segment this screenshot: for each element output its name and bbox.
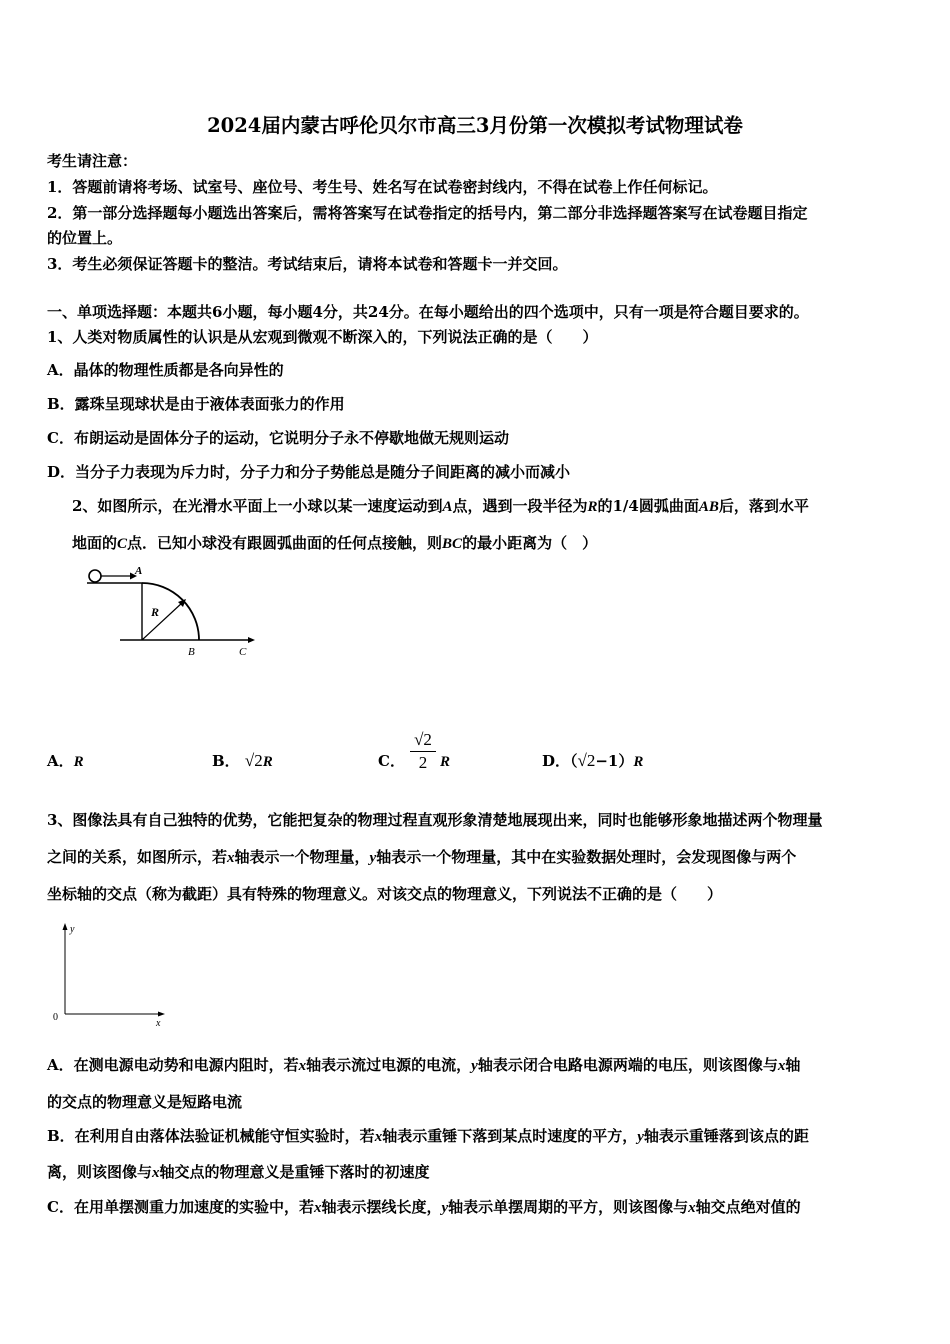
- question-2-option-a: [47, 751, 84, 772]
- question-3-option-b-line-1: [47, 1126, 809, 1147]
- notice-item: 的位置上。: [47, 229, 123, 247]
- question-1-option-d: D．当分子力表现为斥力时，分子力和分子势能总是随分子间距离的减小而减小: [47, 463, 571, 481]
- text-span: 轴表示重锤下落到某点时速度的平方，: [382, 1127, 638, 1145]
- question-2-stem-line-1: [72, 496, 809, 517]
- label-c: C: [239, 646, 247, 658]
- notice-item: 3．考生必须保证答题卡的整洁。考试结束后，请将本试卷和答题卡一并交回。: [47, 255, 568, 273]
- y-axis-arrowhead: [63, 923, 68, 930]
- question-3-option-a-line-1: [47, 1055, 800, 1076]
- question-2-option-c-label: C．: [378, 752, 405, 770]
- variable: x: [152, 1165, 160, 1181]
- label-r: R: [151, 605, 160, 619]
- question-1-option-b: B．露珠呈现球状是由于液体表面张力的作用: [47, 395, 345, 413]
- question-3-stem-line-3: 坐标轴的交点（称为截距）具有特殊的物理意义。对该交点的物理意义，下列说法不正确的是（ ）: [47, 885, 723, 903]
- text-span: 轴表示一个物理量，其中在实验数据处理时，会发现图像与两个: [376, 848, 797, 866]
- text-span: 轴交点绝对值的: [695, 1198, 801, 1216]
- variable: x: [688, 1200, 696, 1216]
- text-span: 轴表示闭合电路电源两端的电压，则该图像与: [477, 1056, 778, 1074]
- ball-icon: [89, 570, 101, 582]
- variable: AB: [698, 499, 719, 515]
- question-3-option-b-line-2: [47, 1162, 430, 1183]
- fraction-bar: [410, 751, 436, 752]
- ground-arrowhead: [248, 637, 255, 643]
- section-heading: 一、单项选择题：本题共6小题，每小题4分，共24分。在每小题给出的四个选项中，只有一项是符合题目要求的。: [47, 303, 809, 321]
- text-span: C．在用单摆测重力加速度的实验中，若: [47, 1198, 314, 1216]
- text-span: 2、如图所示，在光滑水平面上一小球以某一速度运动到: [72, 497, 443, 515]
- text-span: 之间的关系，如图所示，若: [47, 848, 228, 866]
- xy-axes-figure: [50, 920, 170, 1030]
- text-span: −1）: [595, 752, 634, 770]
- variable: x: [298, 1058, 307, 1074]
- question-3-option-a-line-2: 的交点的物理意义是短路电流: [47, 1093, 243, 1111]
- question-3-stem-line-2: [47, 847, 796, 868]
- question-2-stem-line-2: [72, 533, 597, 554]
- variable: x: [374, 1129, 383, 1145]
- text-span: 轴表示流过电源的电流，: [306, 1056, 472, 1074]
- radius-line: [142, 602, 183, 640]
- text-span: A．在测电源电动势和电源内阻时，若: [47, 1056, 299, 1074]
- label-a: A: [135, 565, 143, 577]
- text-span: 后，落到水平: [718, 497, 809, 515]
- sqrt-expression: √2: [244, 751, 263, 770]
- fraction-numerator: √2: [414, 730, 432, 749]
- variable: y: [637, 1129, 644, 1145]
- x-axis-label: x: [156, 1018, 161, 1029]
- variable: y: [369, 850, 377, 866]
- y-axis-label: y: [70, 924, 75, 935]
- sqrt-expression: √2: [577, 751, 596, 770]
- option-label: A．: [47, 752, 74, 770]
- question-2-option-b: [212, 751, 273, 772]
- variable: A: [442, 499, 453, 515]
- question-2-option-c-var: [440, 751, 450, 772]
- text-span: 轴表示单摆周期的平方，则该图像与: [448, 1198, 689, 1216]
- fraction-denominator: 2: [418, 753, 428, 772]
- text-span: 的最小距离为（ ）: [462, 534, 598, 552]
- x-axis-arrowhead: [158, 1012, 165, 1017]
- variable: R: [587, 499, 598, 515]
- text-span: B．在利用自由落体法验证机械能守恒实验时，若: [47, 1127, 375, 1145]
- variable: x: [777, 1058, 786, 1074]
- text-span: 轴表示一个物理量，: [234, 848, 370, 866]
- option-label: D．（: [542, 752, 578, 770]
- text-span: 点．已知小球没有跟圆弧曲面的任何点接触，则: [127, 534, 443, 552]
- origin-label: 0: [53, 1012, 58, 1023]
- notice-heading: 考生请注意：: [47, 152, 138, 170]
- variable: R: [262, 754, 273, 770]
- question-2-option-d: [542, 751, 643, 772]
- question-1-option-c: C．布朗运动是固体分子的运动，它说明分子永不停歇地做无规则运动: [47, 429, 509, 447]
- question-1-stem: 1、人类对物质属性的认识是从宏观到微观不断深入的，下列说法正确的是（ ）: [47, 328, 598, 346]
- notice-item: 1．答题前请将考场、试室号、座位号、考生号、姓名写在试卷密封线内，不得在试卷上作任何标记。: [47, 178, 718, 196]
- text-span: 地面的: [72, 534, 118, 552]
- label-b: B: [188, 646, 195, 658]
- text-span: 离，则该图像与: [47, 1163, 153, 1181]
- question-1-option-a: A．晶体的物理性质都是各向异性的: [47, 361, 284, 379]
- variable: R: [440, 754, 451, 770]
- quarter-arc-figure: [80, 560, 270, 660]
- text-span: 轴表示重锤落到该点的距: [643, 1127, 809, 1145]
- text-span: 轴表示摆线长度，: [321, 1198, 442, 1216]
- variable: BC: [442, 536, 463, 552]
- variable: x: [227, 850, 235, 866]
- notice-item: 2．第一部分选择题每小题选出答案后，需将答案写在试卷指定的括号内，第二部分非选择题答案写在试卷题目指定: [47, 204, 808, 222]
- variable: C: [117, 536, 128, 552]
- page-title: 2024届内蒙古呼伦贝尔市高三3月份第一次模拟考试物理试卷: [207, 114, 743, 137]
- text-span: 轴交点的物理意义是重锤下落时的初速度: [159, 1163, 430, 1181]
- variable: R: [633, 754, 644, 770]
- variable: y: [471, 1058, 478, 1074]
- question-3-stem-line-1: 3、图像法具有自己独特的优势，它能把复杂的物理过程直观形象清楚地展现出来，同时也能够形象地描述两个物理量: [47, 811, 823, 829]
- question-3-option-c-line-1: [47, 1197, 801, 1218]
- option-label: B．: [212, 752, 240, 770]
- question-2-option-c-fraction: [408, 730, 438, 773]
- text-span: 点，遇到一段半径为: [452, 497, 588, 515]
- text-span: 的1/4圆弧曲面: [597, 497, 699, 515]
- variable: y: [441, 1200, 449, 1216]
- text-span: 轴: [785, 1056, 801, 1074]
- variable: R: [73, 754, 84, 770]
- variable: x: [313, 1200, 322, 1216]
